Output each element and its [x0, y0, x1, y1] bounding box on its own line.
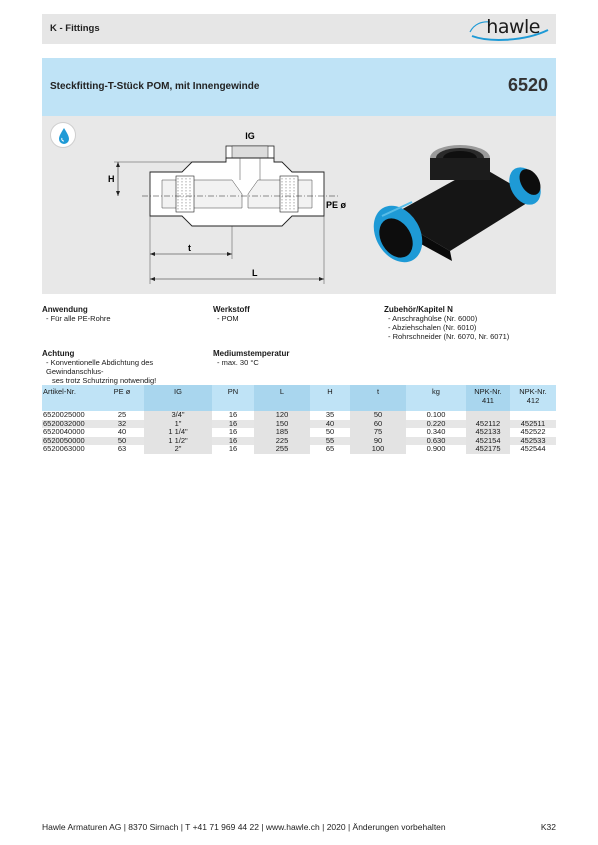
zubehoer-item: - Anschraghülse (Nr. 6000): [388, 314, 478, 323]
product-photo: [360, 136, 550, 276]
product-title-bar: [42, 58, 556, 116]
cell-l: 255: [254, 445, 310, 454]
cell-npk411: 452175: [466, 445, 510, 454]
achtung-heading: Achtung: [42, 349, 75, 358]
col-header: PN: [212, 385, 254, 411]
cell-npk411: 452112: [466, 420, 510, 429]
product-number: 6520: [507, 75, 548, 95]
col-header-line: NPK-Nr.: [474, 387, 502, 396]
cell-l: 225: [254, 437, 310, 446]
cell-l: 150: [254, 420, 310, 429]
cell-h: 50: [325, 427, 335, 436]
cell-ig: 2": [144, 445, 212, 454]
cell-kg: 0.900: [426, 444, 446, 453]
cell-npk411: 452133: [466, 428, 510, 437]
cell-t: 100: [350, 445, 406, 454]
cell-ig: 1 1/2": [144, 437, 212, 446]
cell-artikel: 6520032000: [43, 418, 85, 428]
water-drop-icon: [50, 122, 76, 148]
grip-ring-right: [280, 176, 298, 212]
cell-l: 120: [254, 411, 310, 420]
cell-t: 75: [350, 428, 406, 437]
table-row: [42, 445, 556, 454]
cell-artikel: 6520063000: [43, 444, 85, 453]
info-werkstoff: [213, 305, 250, 323]
cell-npk412: 452544: [520, 444, 546, 453]
col-header: Artikel-Nr.: [42, 385, 100, 411]
label-pe: PE ø: [326, 200, 347, 210]
cell-npk412: 452522: [520, 427, 546, 436]
cell-pe: 40: [117, 427, 127, 436]
hawle-logo: [468, 16, 550, 42]
cell-kg: 0.220: [426, 418, 446, 428]
cell-ig: 1": [144, 420, 212, 429]
col-header: H: [310, 385, 350, 411]
cell-kg: 0.340: [426, 427, 446, 436]
cell-h: 65: [325, 444, 335, 453]
page-number: K32: [540, 822, 556, 832]
cell-pe: 25: [117, 410, 127, 419]
cell-npk411: 452154: [466, 437, 510, 446]
cell-pn: 16: [228, 444, 238, 453]
cell-pn: 16: [228, 435, 238, 445]
col-header: t: [350, 385, 406, 411]
col-header: PE ø: [100, 385, 144, 411]
cell-ig: 3/4": [144, 411, 212, 420]
cell-pn: 16: [228, 410, 238, 419]
cell-t: 50: [350, 411, 406, 420]
cell-kg: 0.630: [426, 435, 446, 445]
article-table: [42, 385, 556, 454]
werkstoff-heading: Werkstoff: [213, 305, 250, 314]
cell-pe: 32: [117, 418, 127, 428]
cell-t: 90: [350, 437, 406, 446]
grip-ring-left: [176, 176, 194, 212]
col-header: L: [254, 385, 310, 411]
cell-h: 40: [325, 418, 335, 428]
label-l: L: [252, 268, 258, 278]
cell-h: 35: [325, 410, 335, 419]
cell-h: 55: [325, 435, 335, 445]
col-header: kg: [406, 385, 466, 411]
cell-pn: 16: [228, 427, 238, 436]
page-footer: Hawle Armaturen AG | 8370 Sirnach | T +41 71 969 44 22 | www.hawle.ch | 2020 | Änderungen vorbehalten: [42, 822, 446, 832]
zubehoer-heading: Zubehör/Kapitel N: [384, 305, 453, 314]
cell-pe: 63: [117, 444, 127, 453]
info-zubehoer: [384, 305, 509, 341]
cell-l: 185: [254, 428, 310, 437]
label-t: t: [188, 243, 191, 253]
mediumtemp-item: - max. 30 °C: [217, 358, 259, 367]
col-header-line: 411: [482, 396, 494, 405]
col-header: [466, 385, 510, 411]
cell-t: 60: [350, 420, 406, 429]
achtung-line: - Konventionelle Abdichtung des Gewindanschlus-: [46, 358, 154, 376]
cell-artikel: 6520025000: [43, 410, 85, 419]
zubehoer-item: - Rohrschneider (Nr. 6070, Nr. 6071): [388, 332, 510, 341]
page-header: [42, 14, 556, 44]
product-title: Steckfitting-T-Stück POM, mit Innengewinde: [50, 81, 260, 92]
col-header-line: NPK-Nr.: [519, 387, 547, 396]
cell-pn: 16: [228, 418, 238, 428]
cell-npk412: 452511: [520, 418, 546, 428]
cell-npk412: 452533: [520, 435, 546, 445]
label-ig: IG: [245, 131, 255, 141]
cell-artikel: 6520050000: [43, 435, 85, 445]
section-title: K - Fittings: [50, 23, 100, 34]
info-mediumstemperatur: [213, 349, 289, 367]
mediumtemp-heading: Mediumstemperatur: [213, 349, 290, 358]
col-header-line: 412: [526, 396, 540, 405]
col-header: [510, 385, 556, 411]
product-image-area: [42, 116, 556, 294]
cell-ig: 1 1/4": [144, 428, 212, 437]
info-anwendung: [42, 305, 111, 323]
anwendung-heading: Anwendung: [42, 305, 88, 314]
col-header: IG: [144, 385, 212, 411]
cell-pe: 50: [117, 435, 127, 445]
info-achtung: [42, 349, 212, 385]
cell-artikel: 6520040000: [43, 427, 85, 436]
achtung-line: ses trotz Schutzring notwendig!: [52, 376, 157, 385]
technical-drawing: [92, 124, 352, 289]
logo-text: hawle: [486, 16, 540, 38]
zubehoer-item: - Abziehschalen (Nr. 6010): [388, 323, 477, 332]
label-h: H: [108, 174, 115, 184]
anwendung-item: - Für alle PE-Rohre: [46, 314, 111, 323]
cell-kg: 0.100: [426, 410, 446, 419]
werkstoff-item: - POM: [217, 314, 239, 323]
table-header-row: [42, 385, 556, 411]
